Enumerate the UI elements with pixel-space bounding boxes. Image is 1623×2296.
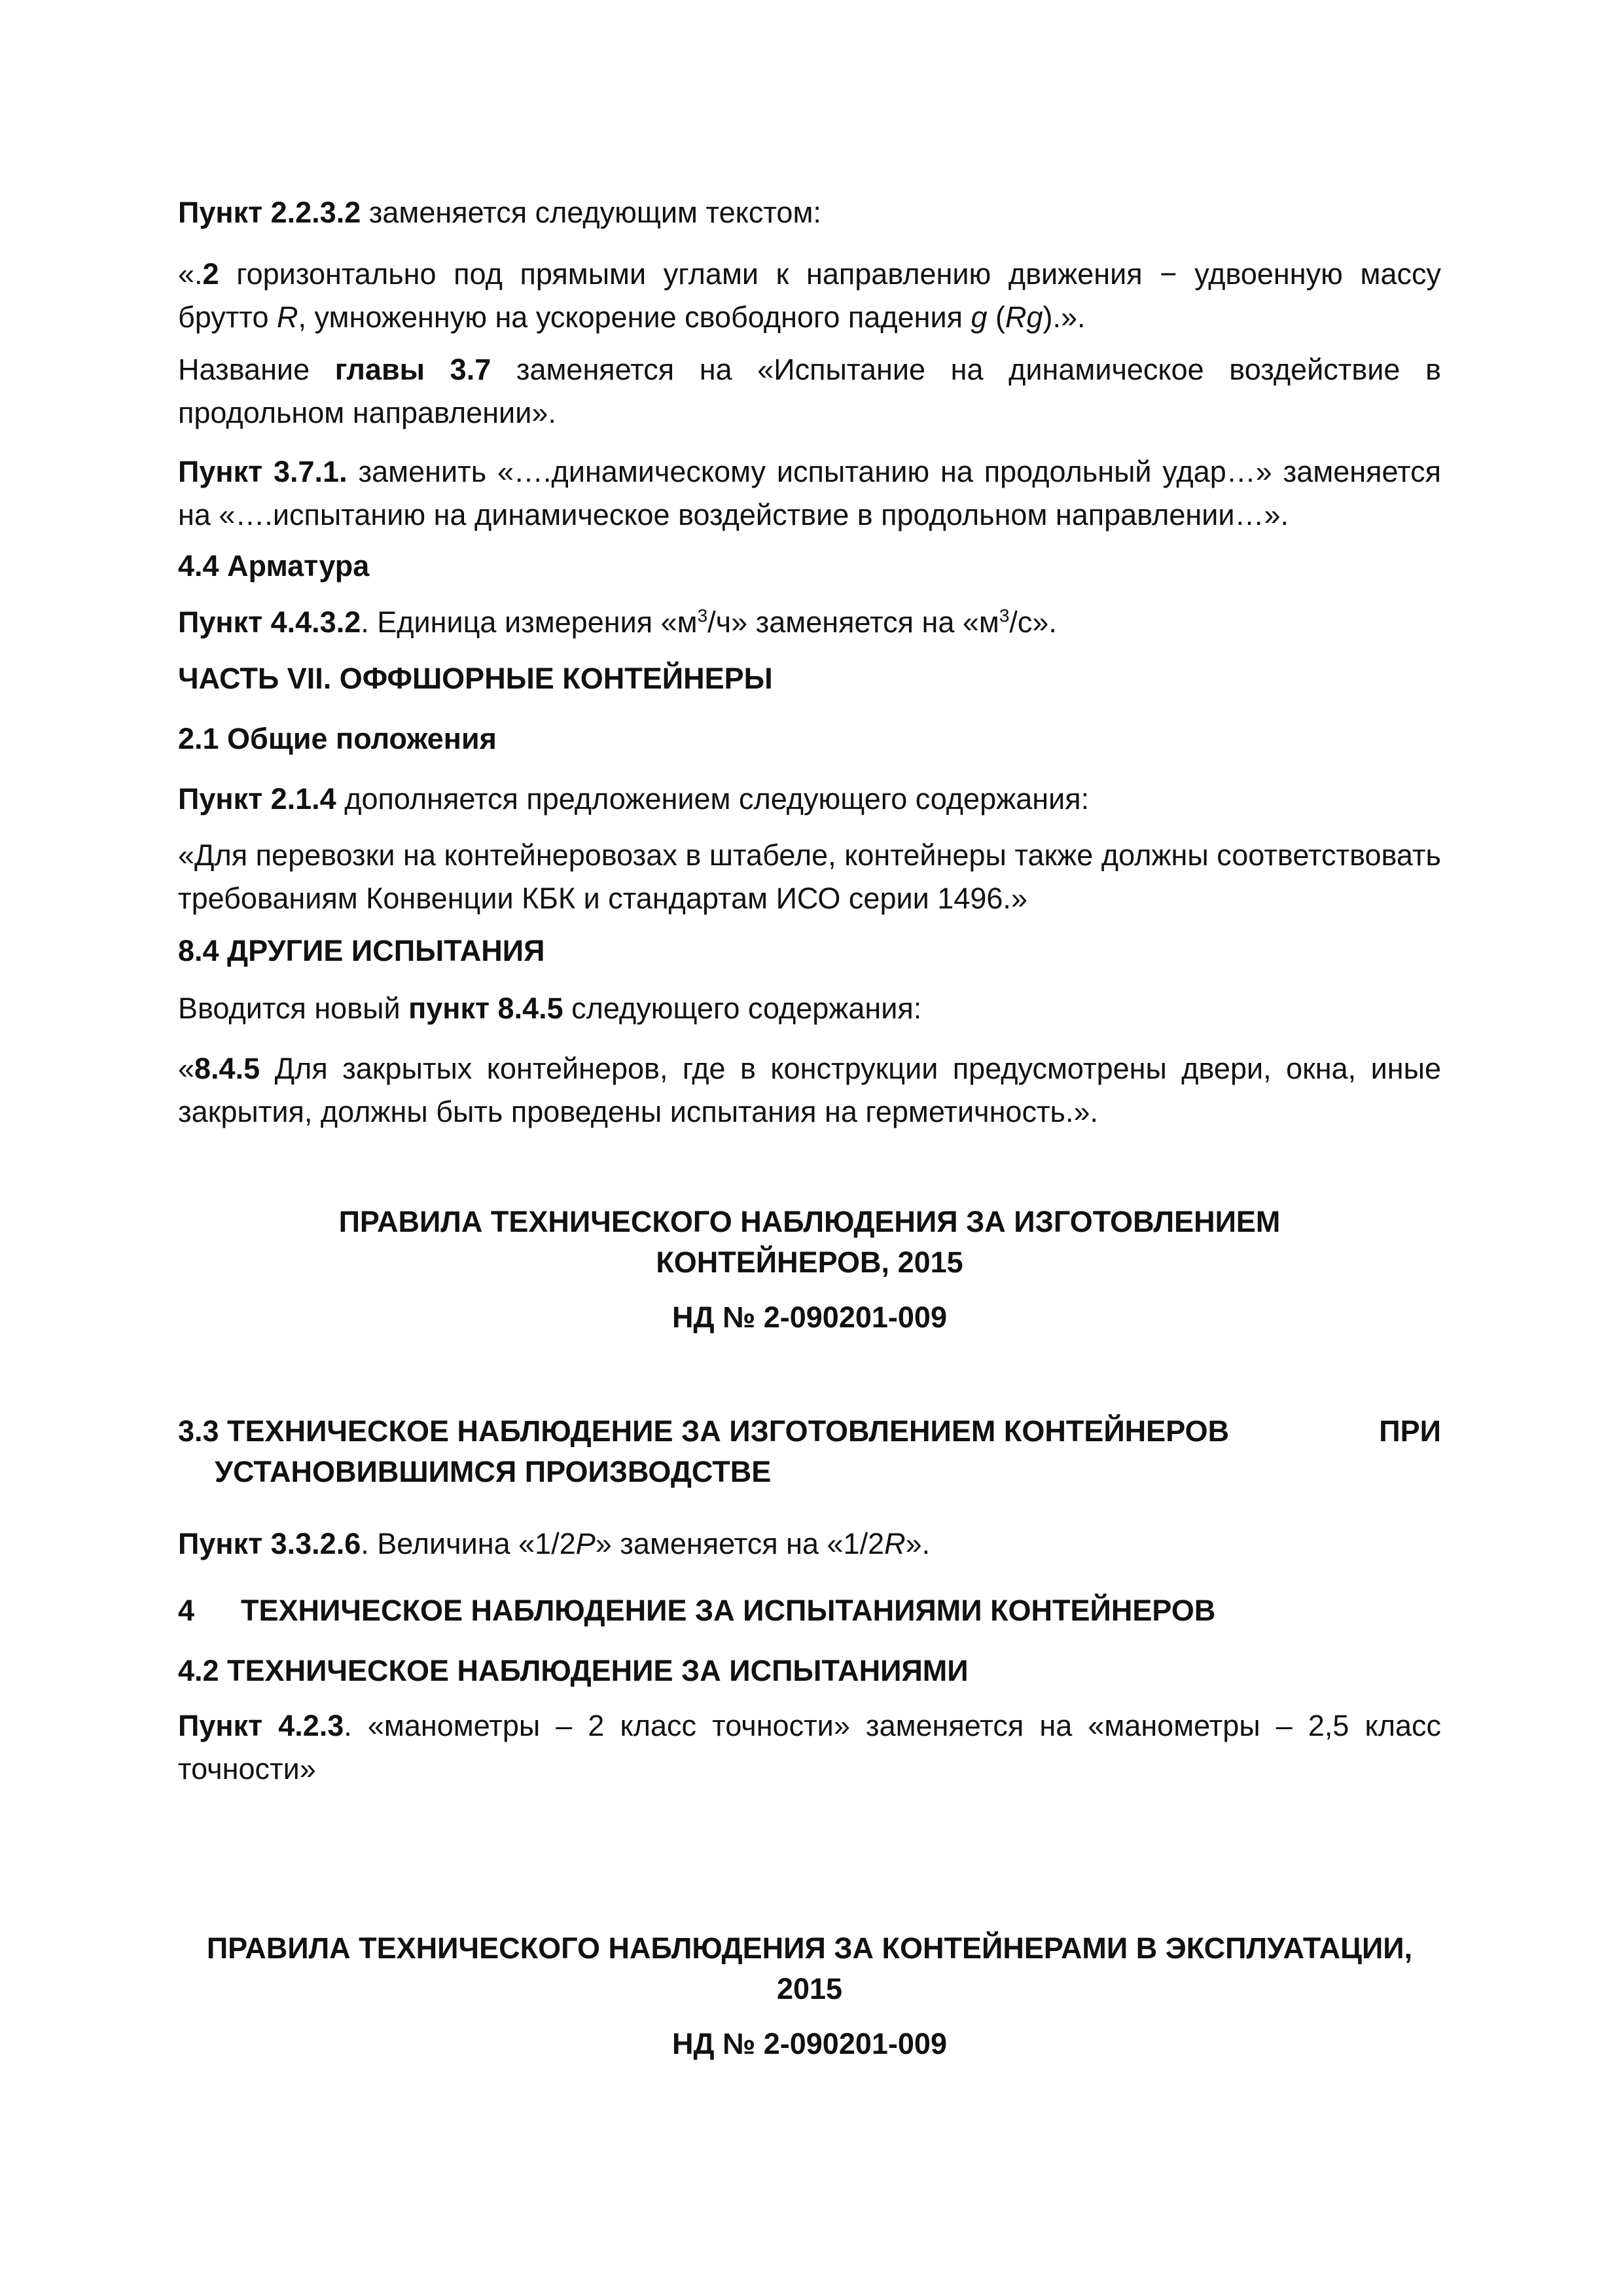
- symbol-g: g: [971, 300, 988, 334]
- heading-4-4: 4.4 Арматура: [178, 549, 370, 583]
- text-fragment: следующего содержания:: [563, 992, 922, 1025]
- text-fragment: [178, 1411, 1441, 1452]
- heading-8-4: 8.4 ДРУГИЕ ИСПЫТАНИЯ: [178, 934, 545, 967]
- clause-ref: главы 3.7: [334, 353, 491, 386]
- document-number-2: НД № 2-090201-009: [672, 2027, 947, 2060]
- text-fragment: ».: [905, 1527, 931, 1560]
- document-number-1: НД № 2-090201-009: [672, 1300, 947, 1334]
- paragraph-quote-8-4-5: [178, 1047, 1441, 1134]
- superscript: 3: [999, 605, 1010, 626]
- text-fragment: ТЕХНИЧЕСКОЕ НАБЛЮДЕНИЕ ЗА ИСПЫТАНИЯМИ КОНТЕЙНЕРОВ: [241, 1594, 1216, 1627]
- section-title-operation: [178, 1928, 1441, 2009]
- clause-ref: 8.4.5: [194, 1052, 260, 1085]
- paragraph-text: горизонтально под прямыми углами к направлению движения − удвоенную массу брутто: [178, 257, 1441, 334]
- text-fragment: ПРИ: [1379, 1414, 1441, 1448]
- clause-ref: 2: [202, 257, 219, 291]
- text-fragment: УСТАНОВИВШИМСЯ ПРОИЗВОДСТВЕ: [215, 1455, 772, 1488]
- text-fragment: . Величина «1/2: [361, 1527, 576, 1560]
- text-fragment: Название: [178, 353, 335, 386]
- heading-3-3: [178, 1411, 1441, 1492]
- text-fragment: 4: [178, 1594, 195, 1627]
- section-title-manufacture: [178, 1202, 1441, 1283]
- symbol-R: R: [884, 1527, 906, 1560]
- paragraph-text: дополняется предложением следующего содержания:: [336, 782, 1090, 816]
- text-fragment: . Единица измерения «м: [361, 605, 698, 639]
- paragraph-new-8-4-5: [178, 987, 1441, 1030]
- paragraph-2-1-4: [178, 778, 1441, 821]
- clause-ref: пункт 8.4.5: [408, 992, 563, 1025]
- paragraph-3-3-2-6: [178, 1522, 1441, 1566]
- paragraph-2-2-3-2: [178, 191, 1441, 234]
- text-fragment: /с».: [1009, 605, 1057, 639]
- text-fragment: КОНТЕЙНЕРОВ, 2015: [656, 1246, 963, 1279]
- clause-ref: Пункт 4.4.3.2: [178, 605, 361, 639]
- paragraph-text: заменяется на «Испытание на динамическое воздействие в продольном направлении».: [178, 353, 1441, 429]
- clause-ref: Пункт 2.2.3.2: [178, 196, 361, 229]
- symbol-Rg: Rg: [1005, 300, 1043, 334]
- text-fragment: Вводится новый: [178, 992, 409, 1025]
- paragraph-text: заменяется следующим текстом:: [361, 196, 821, 229]
- paragraph-quote-containerships: «Для перевозки на контейнеровозах в штабеле, контейнеры также должны соответствовать требованиям Конвенции КБК и стандартам ИСО серии 1496.»: [178, 838, 1441, 915]
- text-fragment: 2015: [776, 1972, 843, 2005]
- text-fragment: /ч» заменяется на «м: [707, 605, 999, 639]
- heading-4-2: 4.2 ТЕХНИЧЕСКОЕ НАБЛЮДЕНИЕ ЗА ИСПЫТАНИЯМИ: [178, 1654, 969, 1687]
- paragraph-text: Для закрытых контейнеров, где в конструкции предусмотрены двери, окна, иные закрытия, должны быть проведены испытания на герметичность.».: [178, 1052, 1441, 1128]
- text-fragment: ).».: [1043, 300, 1086, 334]
- paragraph-text: , умноженную на ускорение свободного падения: [298, 300, 971, 334]
- text-fragment: ПРАВИЛА ТЕХНИЧЕСКОГО НАБЛЮДЕНИЯ ЗА КОНТЕЙНЕРАМИ В ЭКСПЛУАТАЦИИ,: [206, 1931, 1413, 1965]
- superscript: 3: [697, 605, 708, 626]
- clause-ref: Пункт 2.1.4: [178, 782, 336, 816]
- paragraph-text: . «манометры – 2 класс точности» заменяется на «манометры – 2,5 класс точности»: [178, 1709, 1441, 1785]
- clause-ref: Пункт 4.2.3: [178, 1709, 344, 1742]
- heading-4: [178, 1589, 1441, 1632]
- text-fragment: «: [178, 1052, 195, 1085]
- paragraph-3-7-1: [178, 450, 1441, 537]
- text-fragment: (: [987, 300, 1006, 334]
- paragraph-4-4-3-2: [178, 601, 1441, 644]
- text-fragment: ПРАВИЛА ТЕХНИЧЕСКОГО НАБЛЮДЕНИЯ ЗА ИЗГОТОВЛЕНИЕМ: [338, 1205, 1281, 1238]
- paragraph-chapter-3-7: [178, 348, 1441, 435]
- text-fragment: » заменяется на «1/2: [595, 1527, 885, 1560]
- clause-ref: Пункт 3.7.1.: [178, 455, 348, 488]
- clause-ref: Пункт 3.3.2.6: [178, 1527, 361, 1560]
- text-fragment: 3.3 ТЕХНИЧЕСКОЕ НАБЛЮДЕНИЕ ЗА ИЗГОТОВЛЕНИЕМ КОНТЕЙНЕРОВ: [178, 1414, 1230, 1448]
- heading-2-1: 2.1 Общие положения: [178, 722, 497, 755]
- text-fragment: «.: [178, 257, 203, 291]
- paragraph-quote-2: [178, 253, 1441, 339]
- paragraph-text: заменить «….динамическому испытанию на продольный удар…» заменяется на «….испытанию на динамическое воздействие в продольном направлении…».: [178, 455, 1442, 531]
- symbol-P: P: [575, 1527, 596, 1560]
- symbol-R: R: [277, 300, 298, 334]
- paragraph-4-2-3: [178, 1704, 1441, 1791]
- heading-part-7: ЧАСТЬ VII. ОФФШОРНЫЕ КОНТЕЙНЕРЫ: [178, 662, 773, 695]
